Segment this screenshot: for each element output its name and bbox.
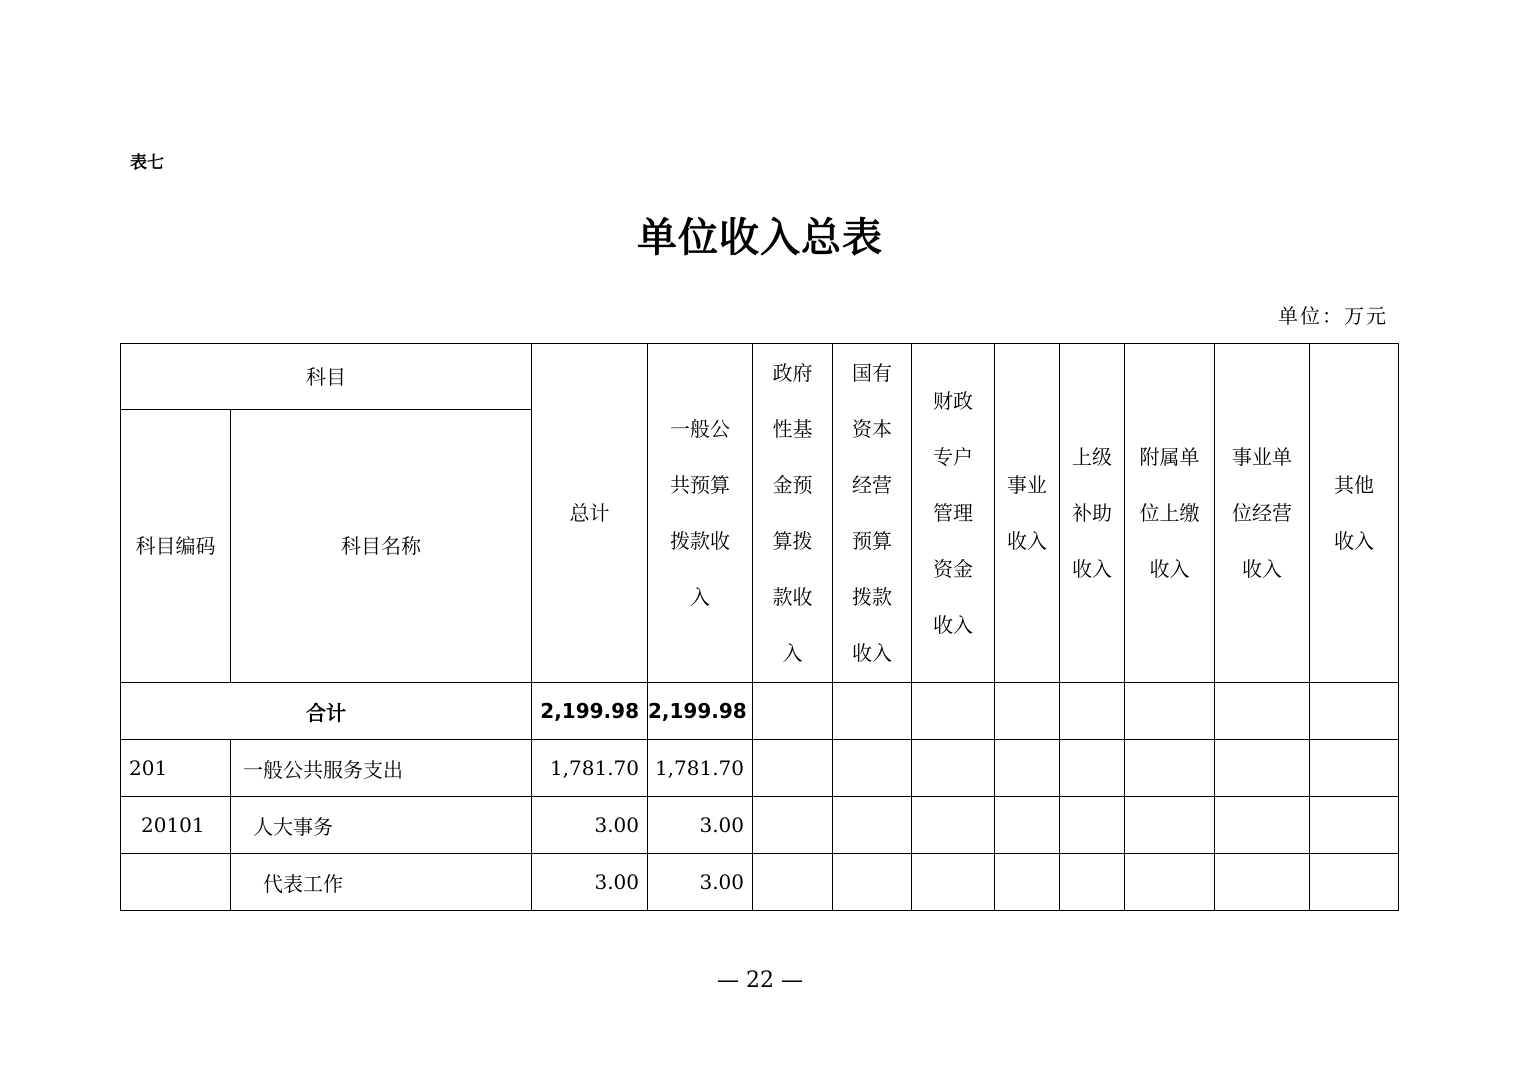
empty-cell [1215, 683, 1310, 740]
empty-cell [1215, 740, 1310, 797]
row-total: 3.00 [532, 854, 648, 911]
table-row [121, 740, 1399, 797]
header-gov-fund-label: 政府 性基 金预 算拨 款收 入 [772, 361, 813, 665]
row-general-budget: 3.00 [648, 854, 753, 911]
empty-cell [1060, 797, 1125, 854]
row-general-budget: 1,781.70 [648, 740, 753, 797]
header-subject-code: 科目编码 [121, 410, 231, 683]
empty-cell [833, 854, 912, 911]
header-superior-subsidy [1060, 344, 1125, 683]
row-code: 201 [121, 740, 231, 797]
empty-cell [1125, 683, 1215, 740]
empty-cell [753, 854, 833, 911]
header-subject-name: 科目名称 [231, 410, 532, 683]
header-total: 总计 [532, 344, 648, 683]
page-title: 单位收入总表 [637, 215, 883, 261]
header-other-income [1310, 344, 1399, 683]
header-other-income-label: 其他 收入 [1334, 473, 1374, 553]
empty-cell [1125, 740, 1215, 797]
table-number: 表七 [130, 153, 164, 173]
header-subject: 科目 [121, 344, 532, 410]
total-sum: 2,199.98 [532, 683, 648, 740]
total-row [121, 683, 1399, 740]
empty-cell [1215, 797, 1310, 854]
empty-cell [995, 683, 1060, 740]
header-superior-subsidy-label: 上级 补助 收入 [1072, 445, 1112, 581]
row-code: 20101 [121, 797, 231, 854]
empty-cell [1310, 797, 1399, 854]
row-name: 人大事务 [231, 797, 532, 854]
page-number: — 22 — [717, 968, 803, 993]
header-business-operation [1215, 344, 1310, 683]
header-business-operation-label: 事业单 位经营 收入 [1232, 445, 1292, 581]
header-affiliated-turnover-label: 附属单 位上缴 收入 [1139, 445, 1200, 581]
empty-cell [912, 740, 995, 797]
empty-cell [995, 740, 1060, 797]
empty-cell [833, 797, 912, 854]
empty-cell [1060, 683, 1125, 740]
empty-cell [1060, 854, 1125, 911]
empty-cell [833, 740, 912, 797]
unit-label: 单位：万元 [1278, 304, 1388, 328]
header-state-capital [833, 344, 912, 683]
empty-cell [833, 683, 912, 740]
empty-cell [1310, 683, 1399, 740]
row-total: 3.00 [532, 797, 648, 854]
income-summary-table [120, 343, 1399, 911]
empty-cell [753, 683, 833, 740]
header-business-income [995, 344, 1060, 683]
empty-cell [912, 683, 995, 740]
empty-cell [753, 797, 833, 854]
header-general-budget-label: 一般公 共预算 拨款收 入 [670, 417, 730, 609]
empty-cell [753, 740, 833, 797]
empty-cell [1125, 797, 1215, 854]
header-affiliated-turnover [1125, 344, 1215, 683]
row-name: 代表工作 [231, 854, 532, 911]
empty-cell [1310, 854, 1399, 911]
empty-cell [995, 797, 1060, 854]
header-gov-fund [753, 344, 833, 683]
total-general-budget: 2,199.98 [648, 683, 753, 740]
empty-cell [1060, 740, 1125, 797]
header-business-income-label: 事业 收入 [1007, 473, 1047, 553]
empty-cell [1125, 854, 1215, 911]
header-state-capital-label: 国有 资本 经营 预算 拨款 收入 [852, 361, 892, 665]
empty-cell [1310, 740, 1399, 797]
header-fiscal-special-label: 财政 专户 管理 资金 收入 [933, 389, 973, 637]
empty-cell [912, 854, 995, 911]
header-fiscal-special [912, 344, 995, 683]
row-code [121, 854, 231, 911]
table-row [121, 854, 1399, 911]
row-total: 1,781.70 [532, 740, 648, 797]
empty-cell [912, 797, 995, 854]
row-general-budget: 3.00 [648, 797, 753, 854]
table-row [121, 797, 1399, 854]
empty-cell [995, 854, 1060, 911]
row-name: 一般公共服务支出 [231, 740, 532, 797]
empty-cell [1215, 854, 1310, 911]
header-general-budget [648, 344, 753, 683]
total-label: 合计 [121, 683, 532, 740]
